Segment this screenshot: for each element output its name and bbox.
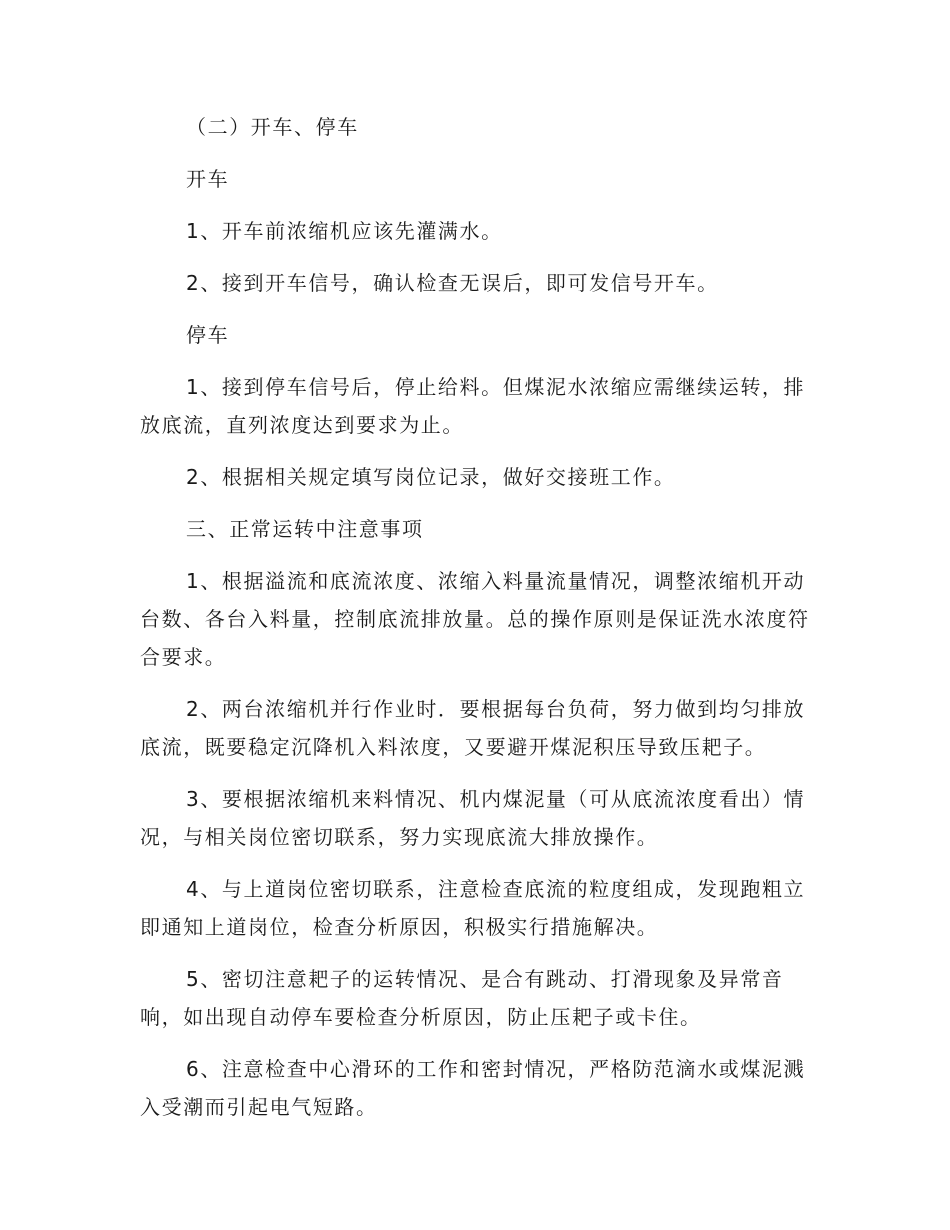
paragraph-note-2: 2、两台浓缩机并行作业时．要根据每台负荷，努力做到均匀排放底流，既要稳定沉降机入料浓度，又要避开煤泥积压导致压耙子。 [140, 697, 806, 759]
paragraph-note-1: 1、根据溢流和底流浓度、浓缩入料量流量情况，调整浓缩机开动台数、各台入料量，控制底流排放量。总的操作原则是保证洗水浓度符合要求。 [140, 569, 810, 669]
paragraph-start-1: 1、开车前浓缩机应该先灌满水。 [186, 219, 503, 243]
paragraph-note-4: 4、与上道岗位密切联系，注意检查底流的粒度组成，发现跑粗立即通知上道岗位，检查分析原因，积极实行措施解决。 [140, 877, 806, 939]
paragraph-note-3: 3、要根据浓缩机来料情况、机内煤泥量（可从底流浓度看出）情况，与相关岗位密切联系，努力实现底流大排放操作。 [140, 787, 806, 849]
paragraph-note-6: 6、注意检查中心滑环的工作和密封情况，严格防范滴水或煤泥溅入受潮而引起电气短路。 [140, 1057, 806, 1119]
paragraph-start-2: 2、接到开车信号，确认检查无误后，即可发信号开车。 [186, 271, 719, 295]
paragraph-stop-2: 2、根据相关规定填写岗位记录，做好交接班工作。 [186, 465, 676, 489]
section-heading-operation-notes: 三、正常运转中注意事项 [186, 517, 424, 541]
section-heading-start-stop: （二）开车、停车 [186, 115, 359, 139]
subheading-start: 开车 [186, 167, 230, 191]
paragraph-stop-1: 1、接到停车信号后，停止给料。但煤泥水浓缩应需继续运转，排放底流，直列浓度达到要求为止。 [140, 375, 806, 437]
subheading-stop: 停车 [186, 323, 230, 347]
paragraph-note-5: 5、密切注意耙子的运转情况、是合有跳动、打滑现象及异常音响，如出现自动停车要检查分析原因，防止压耙子或卡住。 [140, 967, 784, 1029]
